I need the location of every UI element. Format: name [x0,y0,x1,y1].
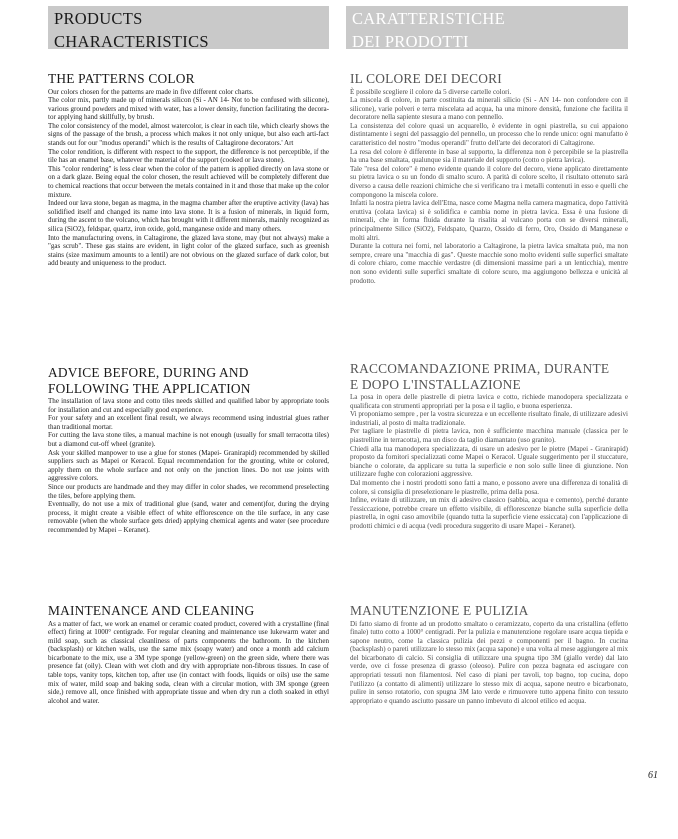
paragraph: The installation of lava stone and cotto tiles needs skilled and qualified labor by appropriate tools for installation and cut and especially good experience. [48,397,329,414]
it-maintenance-title: MANUTENZIONE E PULIZIA [350,603,529,618]
paragraph: Chiedi alla tua manodopera specializzata, di usare un adesivo per le pietre (Mapei - Granirapid) proposto da fornitori specializzati come Mapei o Keracol. Uguale suggerimento per il stuccature, bianche o colorate, da applicare su tutta la superficie e non solo sulle linee di giunzione. Non utilizzare fughe con colorazioni aggressive. [350,444,628,479]
paragraph: La consistenza del colore quasi un acquarello, è evidente in ogni piastrella, su cui appaiono distintamente i segni del passaggio del pennello, un processo che lo rende unico: ogni manufatto è caratteristico del nostro "modus operandi" frutto dell'arte dei decoratori di Caltagirone. [350,121,628,148]
paragraph: Infine, evitate di utilizzare, un mix di adesivo classico (sabbia, acqua e cemento), perché durante l'essiccazione, potrebbe creare un effetto visibile, di efflorescenze bianche sulla superficie della piastrella, in ogni caso amovibile (quando tutta la superficie viene essiccata) con l'applicazione di prodotti chimici e di acqua (vedi procedura suggerito di usare Mapei - Keranet). [350,496,628,530]
paragraph: For cutting the lava stone tiles, a manual machine is not enough (usually for small terracotta tiles) but a diamond cut-off wheel (granite). [48,431,329,448]
paragraph: This "color rendering" is less clear when the color of the pattern is applied directly on lava stone or on a dark glaze. Being equal the color chosen, the result achieved will be completely different due to chemical reactions that occur between the metals contained in it and those that make up the color mixture. [48,164,329,199]
paragraph: La resa del colore è differente in base al supporto, la differenza non è percepibile se la piastrella ha una base smaltata, qualunque sia il materiale del supporto (cotto o pietra lavica). [350,147,628,165]
header-en-line1: PRODUCTS [54,9,143,28]
paragraph: Infatti la nostra pietra lavica dell'Etna, nasce come Magma nella camera magmatica, dopo l'attività eruttiva (colata lavica) si è solidifica e cambia nome in pietra lavica. Essa è una fusione di minerali, che in forma fluida durante la risalita al vulcano porta con se diversi minerali, principalmente Silice (SiO2), Feldspato, Quarzo, Ossido di ferro, Oro, Ossido di Manganese e molti altri. [350,199,628,242]
en-patterns-title: THE PATTERNS COLOR [48,71,195,86]
paragraph: Since our products are handmade and they may differ in color shades, we recommend preselecting the tiles, before applying them. [48,482,329,500]
paragraph: La miscela di colore, in parte costituita da minerali silicio (Si - AN 14- non confondere con il silicone), varie polveri e terra miscelata ad acqua, ha una minore densità, funzione che facilita il decoratore nella sapiente stesura a mano con pennello. [350,96,628,122]
en-advice-title-line1: ADVICE BEFORE, DURING AND [48,365,249,380]
paragraph: La posa in opera delle piastrelle di pietra lavica e cotto, richiede manodopera specializzata e qualificata con strumenti appropriati per la posa e il taglio, e buona esperienza. [350,393,628,410]
it-patterns-title: IL COLORE DEI DECORI [350,71,502,86]
paragraph: The color mix, partly made up of minerals silicon (Si - AN 14- Not to be confused with silicone), various ground powders and mixed with water, has a lower density, function facilitating the decora-tor applying hand skillfully, by brush. [48,96,329,122]
header-en-line2: CHARACTERISTICS [54,31,209,51]
paragraph: The color rendition, is different with respect to the support, the difference is not perceptible, if the tile has an enamel base, whatever the material of the support (cooked or lava stone). [48,147,329,165]
paragraph: Into the manufacturing ovens, in Caltagirone, the glazed lava stone, may (but not always) make a "gas scrub". These gas stains are evident, in light color of the glazed surface, such as greenish stains (size maximum amounts to a lentil) are not obvious on the glazed surface of dark color, but add beauty and uniqueness to the product. [48,233,329,268]
paragraph: Eventually, do not use a mix of traditional glue (sand, water and cement)for, during the drying process, it might create a visible effect of white efflorescence on the tile surface, in any case removable (when the whole surface gets dried) applying chemical agents and water (see procedure recommended by Mapei – Keranet). [48,500,329,534]
en-patterns-section [48,72,329,268]
en-advice-section [48,366,329,535]
header-en-band [48,6,329,49]
it-patterns-section [350,72,628,285]
paragraph: Our colors chosen for the patterns are made in five different color charts. [48,87,254,96]
en-advice-title-line2: FOLLOWING THE APPLICATION [48,380,251,396]
paragraph: Durante la cottura nei forni, nel laboratorio a Caltagirone, la pietra lavica smaltata può, ma non sempre, creare una "macchia di gas". Queste macchie sono molto evidenti sulle superfici smaltate di colore chiaro, come macchie verdastre (di dimensioni massime pari a un lenticchia), mentre non sono evidenti sulle superfici smaltate di colore scuro, ma aggiungono bellezza e unicità al prodotto. [350,242,628,285]
page-number: 61 [648,770,658,781]
paragraph: The color consistency of the model, almost watercolor, is clear in each tile, which clearly shows the signs of the passage of the brush, a process which makes it not only unique, but also each arti-fact stands out for our "modus operandi" which is the results of Caltagirone decorators.' Art [48,121,329,148]
en-maintenance-title: MAINTENANCE AND CLEANING [48,603,255,618]
it-advice-section [350,362,628,531]
header-it-line2: DEI PRODOTTI [352,31,469,51]
it-advice-title-line2: E DOPO L'INSTALLAZIONE [350,376,521,392]
paragraph: As a matter of fact, we work an enamel or ceramic coated product, covered with a crystalline (final effect) firing at 1000° centigrade. For regular cleaning and maintenance use lukewarm water and mild soap, such as classical cleanliness of parts components the bathroom. In the kitchen (backsplash) or kitchen walls, use the same mix (soapy water) and once a month add calcium bicarbonate to the mix, use a 3M type sponge (yellow-green) on the green side, where there was presence fat (oily). Clean with wet cloth and dry with appropriate non-fibrous tissues. In case of table tops, vanity tops, kitchen top, after use (in contact with foods, liquids or oils) use the same mix of water, mild soap and baking soda, clean with a circular motion, with 3M sponge (green side,) remove all, once finished with appropriate tissue and when dry run a cloth soaked in ethyl alcohol and water. [48,619,329,705]
it-advice-title-line1: RACCOMANDAZIONE PRIMA, DURANTE [350,361,610,376]
header-it-band [346,6,628,49]
en-maintenance-section [48,604,329,705]
paragraph: È possibile scegliere il colore da 5 diverse cartelle colori. [350,87,512,96]
paragraph: Ask your skilled manpower to use a glue for stones (Mapei- Granirapid) recommended by skilled suppliers such as Mapei or Keracol. Equal recommendation for the grouting, white or colored, apply them on the whole surface and not only on the junction lines. Do not use joints with aggressive colors. [48,448,329,483]
paragraph: Di fatto siamo di fronte ad un prodotto smaltato o ceramizzato, coperto da una cristallina (effetto finale) tutto cotto a 1000° centigradi. Per la pulizia e manutenzione regolare usare acqua tiepida e sapone neutro, come la classica pulizia dei pezzi e componenti per il bagno. In cucina (backsplash) o pareti utilizzare lo stesso mix (acqua sapone) e una volta al mese aggiungere al mix del bicarbonato di calcio. Si consiglia di utilizzare una spugna tipo 3M (giallo verde) dal lato verde, ove ci fosse presenza di grasso (oleoso). Pulire con pezza bagnata ed asciugare con appropriati tessuti non filamentosi. Nel caso di piani per tavoli, top bagno, top cucina, dopo l'utilizzo (a contatto di alimenti) utilizzare lo stesso mix di acqua, sapone neutro e bicarbonato, pulire in senso rotatorio, con spugna 3M lato verde e rimuovere tutto appena finito con tessuto appropriato e quando asciutto passare un panno imbevuto di alcool etilico ed acqua. [350,619,628,705]
it-maintenance-section [350,604,628,705]
paragraph: Vi proponiamo sempre , per la vostra sicurezza e un eccellente risultato finale, di utilizzare adesivi industriali, al posto di malta tradizionale. [350,410,628,427]
header-it-line1: CARATTERISTICHE [352,9,505,28]
paragraph: Per tagliare le piastrelle di pietra lavica, non è sufficiente macchina manuale (classica per le piastrelline in terracotta), ma un disco da taglio diamantato (uso granito). [350,427,628,444]
paragraph: Indeed our lava stone, began as magma, in the magma chamber after the eruptive activity (lava) has solidified itself and changed its name into lava stone. It is a fusion of minerals, in liquid form, during the ascent to the volcano, which has brought with it different minerals, mainly recognized as silica (SiO2), feldspar, quartz, iron oxide, gold, manganese oxide and many others. [48,199,329,233]
paragraph: For your safety and an excellent final result, we always recommend using industrial glues rather than traditional mortar. [48,414,329,431]
paragraph: Tale "resa del colore" è meno evidente quando il colore del decoro, viene applicato direttamente su pietra lavica o su un fondo di smalto scuro. A parità di colore scelto, il risultato ottenuto sarà diverso a causa delle reazioni chimiche che si verificano tra i metalli contenuti in esso e quelli che compongono la miscela colore. [350,164,628,199]
paragraph: Dal momento che i nostri prodotti sono fatti a mano, e possono avere una differenza di tonalità di colore, si consiglia di preselezionare le piastrelle, prima della posa. [350,478,628,496]
